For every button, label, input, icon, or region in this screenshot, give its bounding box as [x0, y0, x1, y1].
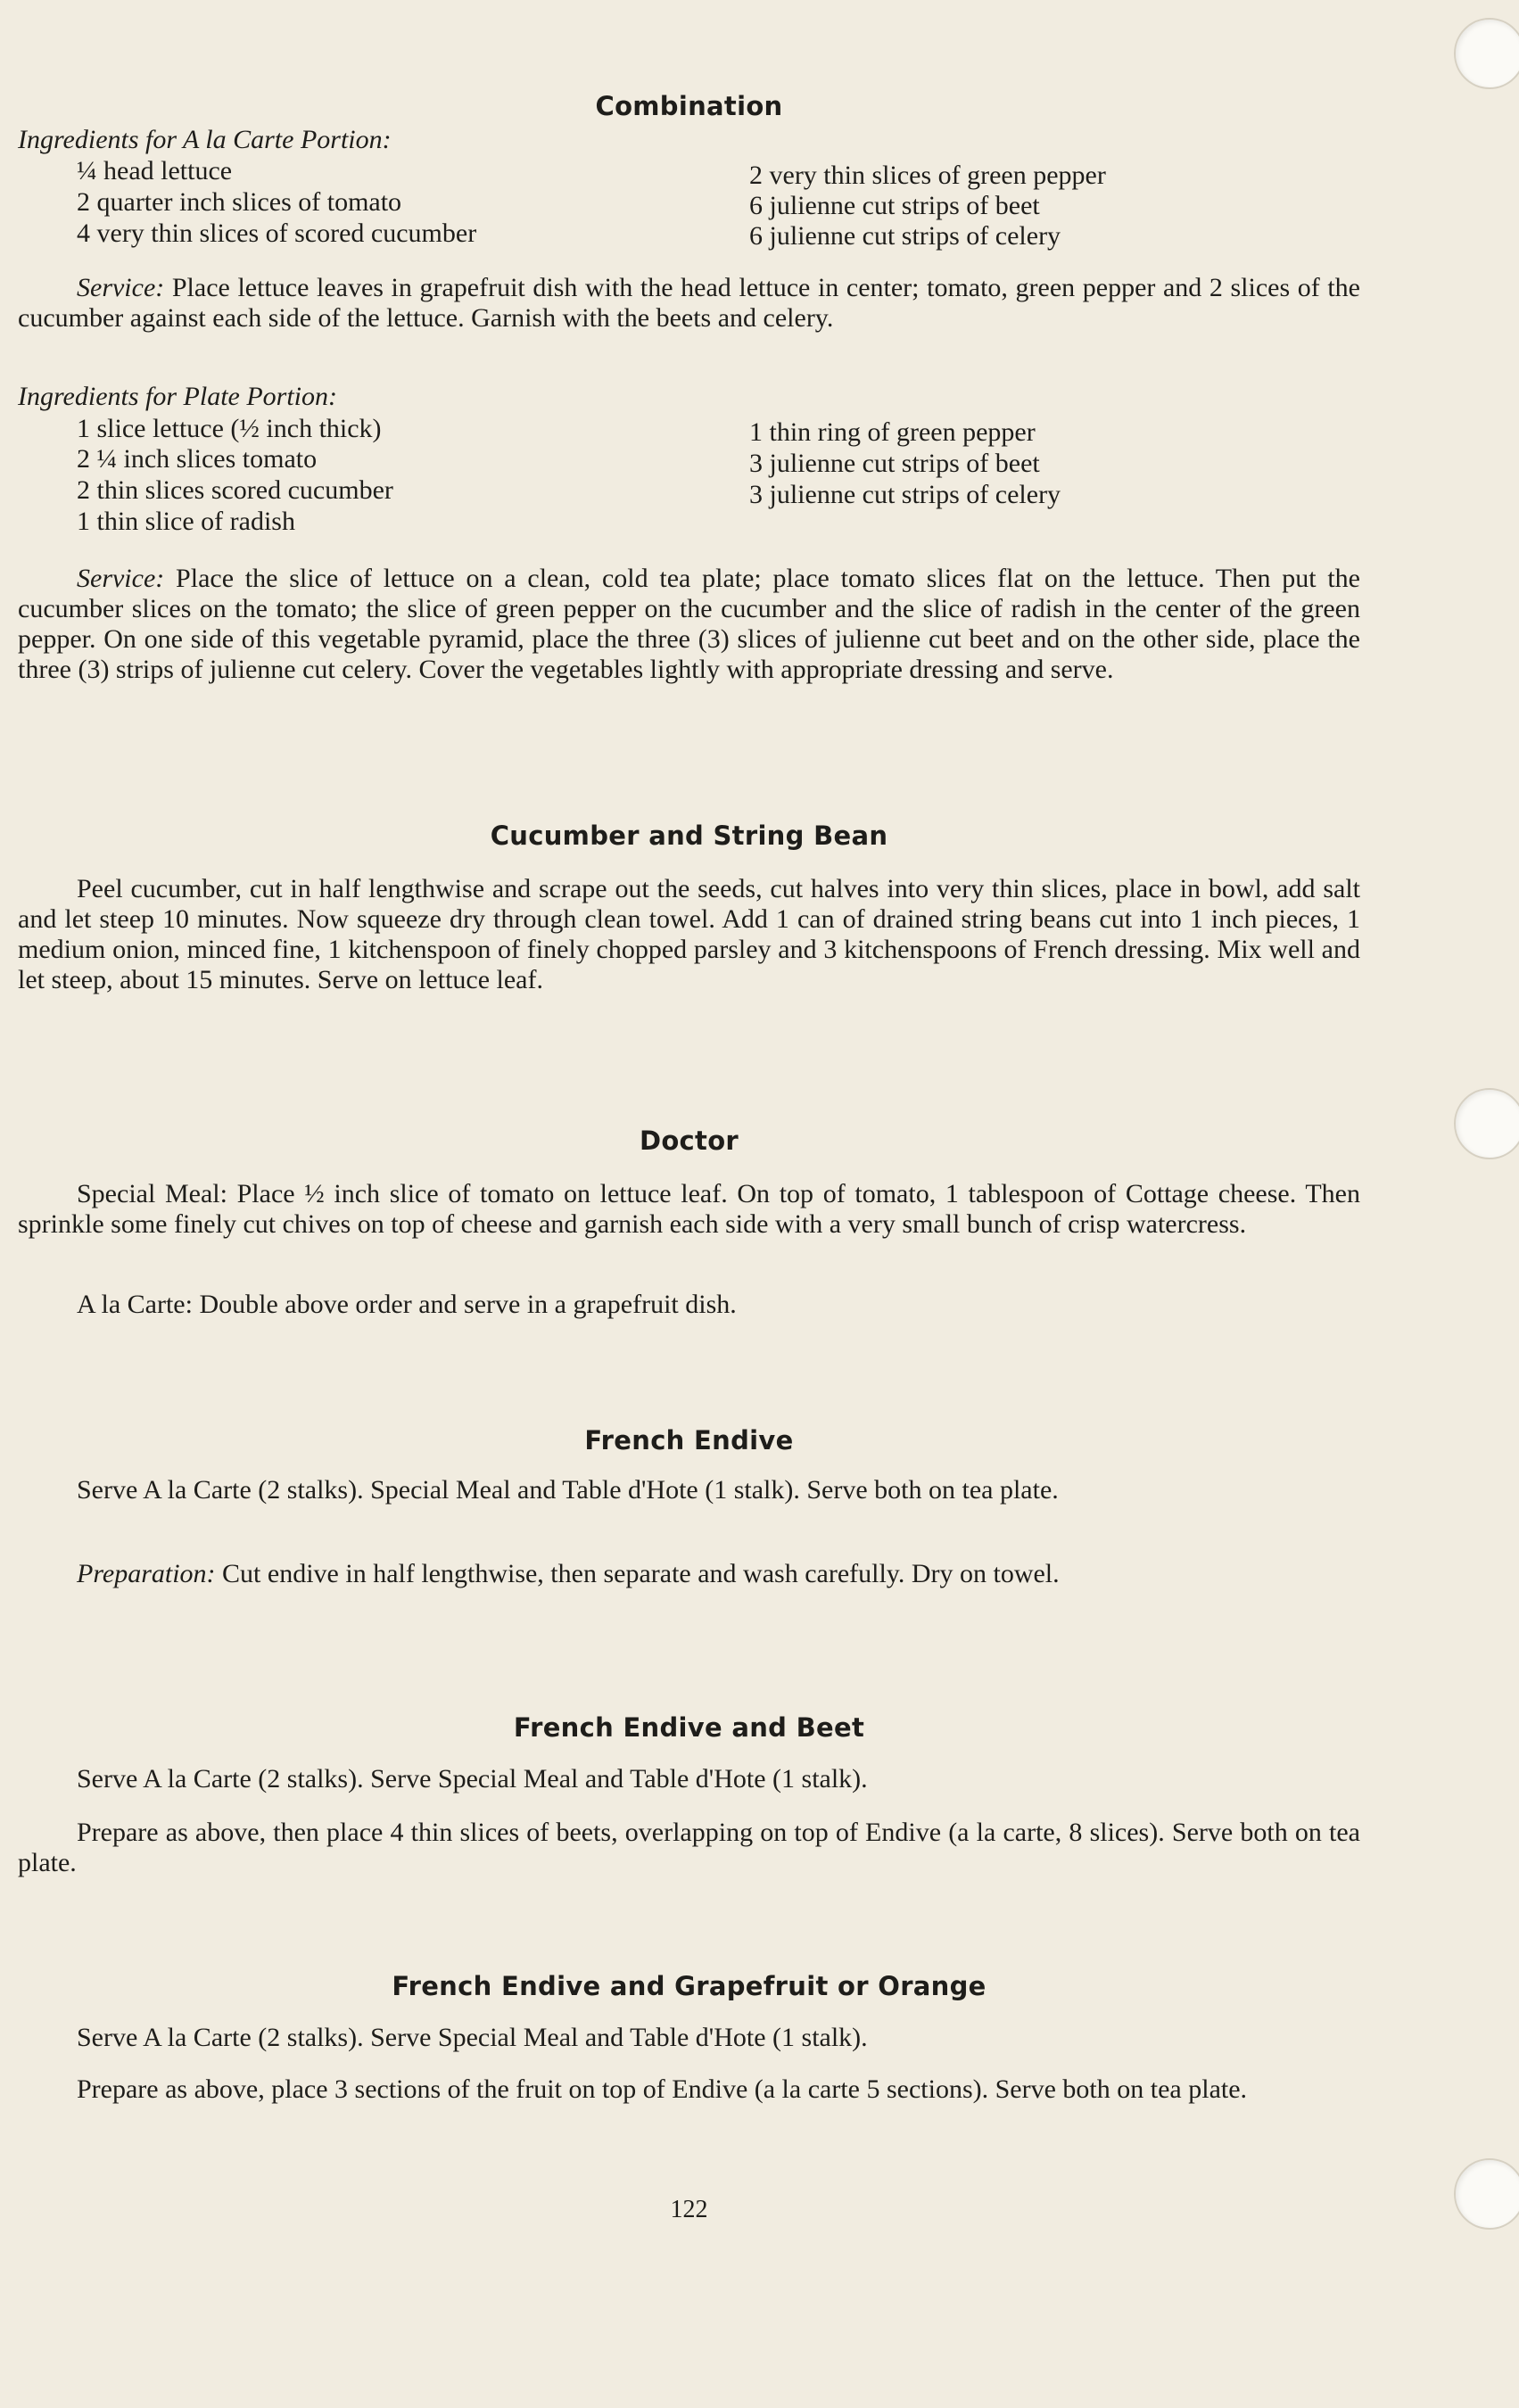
service-text: Place lettuce leaves in grapefruit dish with the head lettuce in center; tomato, green pepper and 2 slices of the cucumber against each side of the lettuce. Garnish with the beets and celery.	[18, 273, 1360, 333]
service-label: Service:	[77, 273, 165, 302]
endive-beet-paragraph: Serve A la Carte (2 stalks). Serve Special Meal and Table d'Hote (1 stalk).	[77, 1764, 868, 1794]
ingredient-item: 1 thin slice of radish	[77, 507, 295, 536]
service-text: Place the slice of lettuce on a clean, cold tea plate; place tomato slices flat on the lettuce. Then put the cucumber slices on the tomato; the slice of green pepper on the cucumber and the slice of radish in the center of the green pepper. On one side of this vegetable pyramid, place the three (3) slices of julienne cut beet and on the other side, place the three (3) strips of julienne cut celery. Cover the vegetables lightly with appropriate dressing and serve.	[18, 564, 1360, 684]
service-paragraph	[18, 273, 1360, 334]
ingredient-item: 3 julienne cut strips of beet	[749, 449, 1040, 478]
service-paragraph	[18, 564, 1360, 685]
preparation-label: Preparation:	[77, 1559, 216, 1588]
ingredient-item: 6 julienne cut strips of celery	[749, 221, 1061, 251]
ingredient-item: 2 quarter inch slices of tomato	[77, 187, 402, 217]
endive-grapefruit-paragraph: Prepare as above, place 3 sections of the fruit on top of Endive (a la carte 5 sections). Serve both on tea plate.	[77, 2074, 1248, 2104]
endive-beet-paragraph: Prepare as above, then place 4 thin slices of beets, overlapping on top of Endive (a la carte, 8 slices). Serve both on tea plate.	[18, 1818, 1360, 1877]
doctor-paragraph: Special Meal: Place ½ inch slice of tomato on lettuce leaf. On top of tomato, 1 tablespoon of Cottage cheese. Then sprinkle some finely cut chives on top of cheese and garnish each side with a very small bunch of crisp watercress.	[18, 1179, 1360, 1239]
french-endive-paragraph	[18, 1559, 1360, 1589]
ingredient-item: 1 thin ring of green pepper	[749, 417, 1036, 447]
endive-grapefruit-title: French Endive and Grapefruit or Orange	[392, 1971, 987, 2001]
ingredient-item: 2 very thin slices of green pepper	[749, 161, 1106, 190]
page-number: 122	[670, 2196, 708, 2223]
cucumber-title: Cucumber and String Bean	[490, 821, 888, 851]
ingredient-item: 2 ¼ inch slices tomato	[77, 444, 318, 474]
ingredient-item: 4 very thin slices of scored cucumber	[77, 219, 477, 248]
ingredient-item: ¼ head lettuce	[77, 156, 233, 186]
ingredient-item: 3 julienne cut strips of celery	[749, 480, 1061, 509]
doctor-title: Doctor	[639, 1126, 739, 1156]
endive-grapefruit-paragraph: Serve A la Carte (2 stalks). Serve Special Meal and Table d'Hote (1 stalk).	[77, 2023, 868, 2052]
preparation-text: Cut endive in half lengthwise, then separate and wash carefully. Dry on towel.	[215, 1559, 1060, 1588]
doctor-paragraph: A la Carte: Double above order and serve in a grapefruit dish.	[77, 1290, 737, 1319]
ingredient-item: 2 thin slices scored cucumber	[77, 475, 393, 505]
binder-hole-bottom	[1454, 2158, 1519, 2230]
combination-title: Combination	[595, 91, 783, 121]
binder-hole-top	[1454, 18, 1519, 89]
service-label: Service:	[77, 564, 165, 593]
cucumber-paragraph: Peel cucumber, cut in half lengthwise and scrape out the seeds, cut halves into very thin slices, place in bowl, add salt and let steep 10 minutes. Now squeeze dry through clean towel. Add 1 can of drained string beans cut into 1 inch pieces, 1 medium onion, minced fine, 1 kitchenspoon of finely chopped parsley and 3 kitchenspoons of French dressing. Mix well and let steep, about 15 minutes. Serve on lettuce leaf.	[18, 874, 1360, 994]
binder-hole-middle	[1454, 1088, 1519, 1159]
ingredient-item: 1 slice lettuce (½ inch thick)	[77, 414, 382, 443]
endive-beet-title: French Endive and Beet	[513, 1712, 865, 1743]
french-endive-paragraph: Serve A la Carte (2 stalks). Special Meal and Table d'Hote (1 stalk). Serve both on tea plate.	[77, 1475, 1059, 1505]
french-endive-title: French Endive	[584, 1425, 794, 1456]
plate-ingredients-heading: Ingredients for Plate Portion:	[18, 382, 338, 411]
a-la-carte-ingredients-heading: Ingredients for A la Carte Portion:	[18, 125, 392, 154]
ingredient-item: 6 julienne cut strips of beet	[749, 191, 1040, 220]
